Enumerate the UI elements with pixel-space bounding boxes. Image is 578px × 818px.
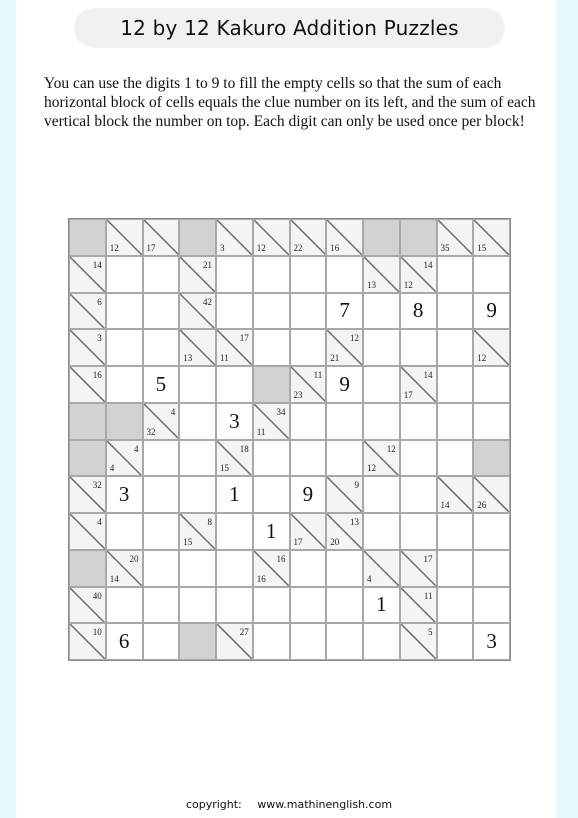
answer-cell[interactable]: [437, 366, 474, 403]
answer-cell[interactable]: [143, 440, 180, 477]
answer-cell[interactable]: [473, 550, 510, 587]
across-clue: 27: [239, 627, 249, 638]
answer-cell[interactable]: [290, 550, 327, 587]
clue-cell: [69, 513, 106, 550]
blocked-cell: [69, 403, 106, 440]
down-clue: 12: [109, 242, 119, 253]
answer-cell[interactable]: [253, 476, 290, 513]
clue-cell: [216, 623, 253, 660]
clue-cell: [326, 329, 363, 366]
across-clue: 11: [313, 370, 323, 380]
answer-cell[interactable]: [290, 329, 327, 366]
answer-cell[interactable]: [326, 366, 363, 403]
across-clue: 13: [350, 517, 359, 527]
clue-cell: [143, 403, 180, 440]
answer-cell[interactable]: [473, 587, 510, 624]
answer-cell[interactable]: [290, 440, 327, 477]
clue-cell: [473, 329, 510, 366]
answer-cell[interactable]: [290, 256, 327, 293]
answer-cell[interactable]: [179, 440, 216, 477]
across-clue: 21: [203, 259, 212, 270]
clue-cell: [290, 219, 327, 256]
clue-cell: [400, 550, 437, 587]
answer-cell[interactable]: [437, 587, 474, 624]
clue-cell: [400, 623, 437, 660]
answer-cell[interactable]: [437, 623, 474, 660]
clue-cell: [69, 587, 106, 624]
given-digit: 3: [486, 629, 497, 654]
clue-cell: [437, 476, 474, 513]
answer-cell[interactable]: [473, 403, 510, 440]
clue-cell: [216, 440, 253, 477]
answer-cell[interactable]: [216, 513, 253, 550]
across-clue: 8: [207, 517, 212, 527]
answer-cell[interactable]: [290, 587, 327, 624]
clue-cell: [69, 293, 106, 330]
down-clue: 16: [330, 242, 340, 253]
across-clue: 5: [428, 627, 433, 638]
answer-cell[interactable]: [216, 293, 253, 330]
down-clue: 11: [256, 426, 266, 437]
clue-cell: [400, 366, 437, 403]
clue-cell: [290, 366, 327, 403]
given-digit: 7: [339, 298, 350, 323]
across-clue: 11: [423, 590, 433, 601]
down-clue: 23: [293, 389, 303, 400]
answer-cell[interactable]: [437, 513, 474, 550]
down-clue: 17: [293, 536, 303, 547]
answer-cell[interactable]: [400, 329, 437, 366]
clue-cell: [363, 256, 400, 293]
blocked-cell: [106, 403, 143, 440]
answer-cell[interactable]: [106, 329, 143, 366]
down-clue: 14: [440, 500, 450, 510]
down-clue: 12: [367, 463, 376, 474]
site-link[interactable]: www.mathinenglish.com: [257, 798, 393, 811]
answer-cell[interactable]: [143, 366, 180, 403]
across-clue: 9: [354, 480, 359, 491]
answer-cell[interactable]: [179, 587, 216, 624]
across-clue: 17: [239, 333, 249, 344]
clue-cell: [437, 219, 474, 256]
across-clue: 14: [423, 370, 433, 380]
down-clue: 4: [109, 463, 115, 474]
blocked-cell: [253, 366, 290, 403]
copyright-label: copyright:: [185, 798, 242, 811]
down-clue: 12: [477, 353, 487, 363]
answer-cell[interactable]: [216, 366, 253, 403]
given-digit: 8: [412, 298, 424, 323]
answer-cell[interactable]: [216, 550, 253, 587]
answer-cell[interactable]: [253, 329, 290, 366]
answer-cell[interactable]: [400, 403, 437, 440]
answer-cell[interactable]: [400, 440, 437, 477]
clue-cell: [179, 329, 216, 366]
page-title: 12 by 12 Kakuro Addition Puzzles: [74, 8, 505, 48]
across-clue: 42: [203, 296, 212, 307]
clue-cell: [326, 219, 363, 256]
answer-cell[interactable]: [253, 587, 290, 624]
clue-cell: [69, 256, 106, 293]
answer-cell[interactable]: [473, 366, 510, 403]
clue-cell: [69, 329, 106, 366]
answer-cell[interactable]: [363, 366, 400, 403]
clue-cell: [473, 219, 510, 256]
down-clue: 21: [330, 353, 340, 363]
answer-cell[interactable]: [473, 513, 510, 550]
answer-cell[interactable]: [400, 293, 437, 330]
answer-cell[interactable]: [179, 366, 216, 403]
across-clue: 12: [350, 333, 359, 344]
answer-cell[interactable]: [143, 256, 180, 293]
clue-cell: [473, 476, 510, 513]
given-digit: 1: [265, 518, 277, 543]
down-clue: 12: [403, 279, 413, 290]
clue-cell: [179, 256, 216, 293]
down-clue: 11: [220, 353, 229, 363]
answer-cell[interactable]: [106, 513, 143, 550]
answer-cell[interactable]: [363, 587, 400, 624]
answer-cell[interactable]: [437, 329, 474, 366]
down-clue: 15: [477, 242, 487, 253]
answer-cell[interactable]: [326, 623, 363, 660]
answer-cell[interactable]: [216, 587, 253, 624]
blocked-cell: [179, 219, 216, 256]
clue-cell: [69, 623, 106, 660]
across-clue: 18: [239, 443, 249, 454]
down-clue: 20: [330, 536, 340, 547]
across-clue: 14: [92, 259, 102, 270]
answer-cell[interactable]: [363, 513, 400, 550]
down-clue: 13: [367, 279, 376, 290]
across-clue: 4: [170, 406, 176, 417]
kakuro-grid: [68, 218, 511, 661]
answer-cell[interactable]: [326, 293, 363, 330]
clue-cell: [106, 550, 143, 587]
down-clue: 15: [183, 536, 193, 547]
down-clue: 16: [256, 573, 266, 584]
answer-cell[interactable]: [363, 293, 400, 330]
across-clue: 10: [92, 627, 102, 638]
clue-cell: [216, 219, 253, 256]
across-clue: 17: [423, 553, 433, 564]
across-clue: 4: [134, 443, 139, 454]
clue-cell: [69, 366, 106, 403]
blocked-cell: [179, 623, 216, 660]
answer-cell[interactable]: [400, 513, 437, 550]
answer-cell[interactable]: [326, 550, 363, 587]
clue-cell: [326, 513, 363, 550]
clue-cell: [216, 329, 253, 366]
answer-cell[interactable]: [290, 293, 327, 330]
given-digit: 1: [229, 482, 240, 507]
answer-cell[interactable]: [437, 256, 474, 293]
across-clue: 3: [97, 333, 102, 344]
answer-cell[interactable]: [179, 403, 216, 440]
down-clue: 35: [440, 242, 450, 253]
down-clue: 22: [293, 242, 303, 253]
answer-cell[interactable]: [143, 623, 180, 660]
across-clue: 12: [386, 443, 396, 454]
answer-cell[interactable]: [143, 550, 180, 587]
clue-cell: [253, 219, 290, 256]
clue-cell: [363, 550, 400, 587]
answer-cell[interactable]: [473, 293, 510, 330]
given-digit: 9: [339, 371, 350, 396]
answer-cell[interactable]: [253, 293, 290, 330]
answer-cell[interactable]: [253, 256, 290, 293]
footer: [0, 798, 578, 811]
clue-cell: [400, 587, 437, 624]
answer-cell[interactable]: [143, 329, 180, 366]
clue-cell: [179, 513, 216, 550]
clue-cell: [253, 550, 290, 587]
down-clue: 14: [109, 573, 119, 584]
instructions-text: You can use the digits 1 to 9 to fill the empty cells so that the sum of each horizontal block of cells equals the clue number on its left, and the sum of each vertical block the number on top. Each digit can only be used once per block!: [44, 75, 536, 130]
across-clue: 4: [97, 517, 102, 527]
clue-cell: [363, 440, 400, 477]
answer-cell[interactable]: [106, 366, 143, 403]
answer-cell[interactable]: [437, 550, 474, 587]
answer-cell[interactable]: [253, 513, 290, 550]
given-digit: 3: [229, 408, 240, 433]
answer-cell[interactable]: [253, 440, 290, 477]
down-clue: 26: [477, 500, 487, 510]
answer-cell[interactable]: [179, 476, 216, 513]
answer-cell[interactable]: [253, 623, 290, 660]
given-digit: 6: [118, 629, 130, 654]
across-clue: 40: [92, 590, 102, 601]
answer-cell[interactable]: [106, 587, 143, 624]
answer-cell[interactable]: [290, 476, 327, 513]
answer-cell[interactable]: [290, 403, 327, 440]
answer-cell[interactable]: [179, 550, 216, 587]
answer-cell[interactable]: [437, 293, 474, 330]
answer-cell[interactable]: [473, 256, 510, 293]
answer-cell[interactable]: [290, 623, 327, 660]
down-clue: 17: [403, 389, 413, 400]
across-clue: 20: [129, 553, 139, 564]
across-clue: 34: [276, 406, 286, 417]
blocked-cell: [363, 219, 400, 256]
clue-cell: [143, 219, 180, 256]
answer-cell[interactable]: [437, 403, 474, 440]
down-clue: 17: [146, 242, 156, 253]
clue-cell: [69, 476, 106, 513]
clue-cell: [106, 440, 143, 477]
answer-cell[interactable]: [216, 403, 253, 440]
blocked-cell: [69, 440, 106, 477]
answer-cell[interactable]: [143, 587, 180, 624]
given-digit: 9: [486, 298, 497, 323]
across-clue: 6: [97, 296, 102, 307]
answer-cell[interactable]: [437, 440, 474, 477]
answer-cell[interactable]: [143, 293, 180, 330]
answer-cell[interactable]: [326, 440, 363, 477]
down-clue: 3: [220, 242, 225, 253]
answer-cell[interactable]: [363, 623, 400, 660]
given-digit: 9: [302, 482, 314, 507]
answer-cell[interactable]: [216, 256, 253, 293]
down-clue: 13: [183, 353, 193, 363]
blocked-cell: [400, 219, 437, 256]
down-clue: 15: [220, 463, 229, 474]
answer-cell[interactable]: [106, 476, 143, 513]
answer-cell[interactable]: [106, 293, 143, 330]
answer-cell[interactable]: [143, 513, 180, 550]
down-clue: 32: [146, 426, 156, 437]
answer-cell[interactable]: [326, 587, 363, 624]
clue-cell: [106, 219, 143, 256]
clue-cell: [253, 403, 290, 440]
answer-cell[interactable]: [216, 476, 253, 513]
answer-cell[interactable]: [363, 329, 400, 366]
clue-cell: [290, 513, 327, 550]
answer-cell[interactable]: [326, 256, 363, 293]
answer-cell[interactable]: [143, 476, 180, 513]
blocked-cell: [473, 440, 510, 477]
answer-cell[interactable]: [363, 476, 400, 513]
across-clue: 16: [92, 370, 102, 380]
down-clue: 4: [367, 573, 372, 584]
answer-cell[interactable]: [400, 476, 437, 513]
answer-cell[interactable]: [326, 403, 363, 440]
across-clue: 14: [423, 259, 433, 270]
clue-cell: [400, 256, 437, 293]
given-digit: 3: [118, 482, 130, 507]
given-digit: 1: [376, 592, 387, 617]
answer-cell[interactable]: [106, 623, 143, 660]
across-clue: 32: [92, 480, 102, 491]
answer-cell[interactable]: [363, 403, 400, 440]
blocked-cell: [69, 219, 106, 256]
answer-cell[interactable]: [106, 256, 143, 293]
down-clue: 12: [256, 242, 266, 253]
clue-cell: [179, 293, 216, 330]
blocked-cell: [69, 550, 106, 587]
across-clue: 16: [276, 553, 286, 564]
given-digit: 5: [155, 371, 167, 396]
answer-cell[interactable]: [473, 623, 510, 660]
clue-cell: [326, 476, 363, 513]
